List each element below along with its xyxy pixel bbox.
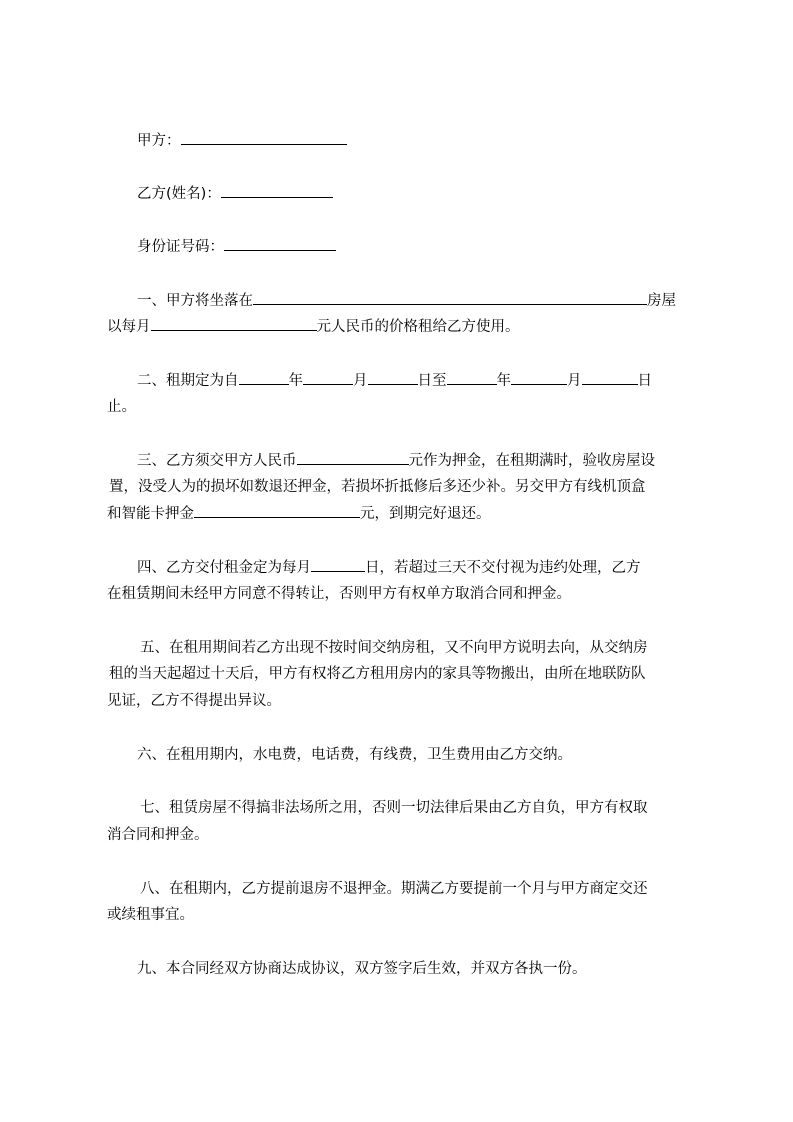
clause-1-line-1 xyxy=(137,290,701,312)
party-a-label: 甲方： xyxy=(137,133,181,149)
year-label: 年 xyxy=(288,373,303,389)
party-b-field xyxy=(137,183,701,205)
id-number-field xyxy=(137,236,701,258)
id-number-label: 身份证号码： xyxy=(137,239,224,255)
day-to-label: 日至 xyxy=(417,373,447,389)
clause-3-line-3 xyxy=(107,503,701,525)
clause-5-line-2 xyxy=(109,663,703,685)
clause-3-text: 三、乙方须交甲方人民币 xyxy=(137,453,297,469)
clause-7-line-1 xyxy=(140,797,704,819)
clause-2-line-1 xyxy=(137,370,701,392)
clause-5-text: 见证，乙方不得提出异议。 xyxy=(107,693,281,709)
clause-3-line-1 xyxy=(137,450,701,472)
clause-9-line-1 xyxy=(137,958,701,980)
clause-4-text: 四、乙方交付租金定为每月 xyxy=(137,560,311,576)
clause-5-text: 租的当天起超过十天后，甲方有权将乙方租用房内的家具等物搬出，由所在地联防队 xyxy=(109,666,646,682)
property-location-blank[interactable] xyxy=(253,290,647,305)
month-label: 月 xyxy=(353,373,368,389)
clause-2-text: 止。 xyxy=(107,399,136,415)
clause-8-line-1 xyxy=(140,878,704,900)
id-number-blank[interactable] xyxy=(224,236,336,251)
clause-7-line-2 xyxy=(107,824,701,846)
clause-3-text: 元作为押金，在租期满时，验收房屋设 xyxy=(408,453,655,469)
deposit-amount-blank[interactable] xyxy=(297,450,409,465)
clause-5-text: 五、在租用期间若乙方出现不按时间交纳房租，又不向甲方说明去向，从交纳房 xyxy=(140,640,648,656)
end-year-blank[interactable] xyxy=(447,370,497,385)
party-b-label: 乙方(姓名)： xyxy=(137,186,221,202)
year-label: 年 xyxy=(496,373,511,389)
clause-5-line-3 xyxy=(107,690,701,712)
end-day-blank[interactable] xyxy=(582,370,638,385)
clause-3-line-2 xyxy=(109,476,703,498)
clause-4-line-1 xyxy=(137,557,701,579)
start-year-blank[interactable] xyxy=(239,370,289,385)
clause-5-line-1 xyxy=(140,637,704,659)
end-month-blank[interactable] xyxy=(511,370,567,385)
clause-6-text: 六、在租用期内，水电费，电话费，有线费，卫生费用由乙方交纳。 xyxy=(137,747,572,763)
clause-3-text: 和智能卡押金 xyxy=(107,506,194,522)
start-day-blank[interactable] xyxy=(368,370,418,385)
day-label: 日 xyxy=(637,373,652,389)
clause-4-text: 日，若超过三天不交付视为违约处理，乙方 xyxy=(365,560,641,576)
clause-3-text: 置，没受人为的损坏如数退还押金，若损坏折抵修后多还少补。另交甲方有线机顶盒 xyxy=(109,479,646,495)
clause-1-text: 房屋 xyxy=(647,293,676,309)
clause-8-text: 或续租事宜。 xyxy=(107,907,194,923)
clause-1-line-2 xyxy=(107,316,701,338)
clause-3-text: 元，到期完好退还。 xyxy=(360,506,491,522)
party-a-blank[interactable] xyxy=(181,130,347,145)
clause-8-text: 八、在租期内，乙方提前退房不退押金。期满乙方要提前一个月与甲方商定交还 xyxy=(140,881,648,897)
clause-7-text: 消合同和押金。 xyxy=(107,827,209,843)
party-a-field xyxy=(137,130,701,152)
clause-8-line-2 xyxy=(107,904,701,926)
clause-1-text: 一、甲方将坐落在 xyxy=(137,293,253,309)
payment-day-blank[interactable] xyxy=(311,557,365,572)
clause-2-line-2 xyxy=(107,396,701,418)
monthly-rent-blank[interactable] xyxy=(151,316,317,331)
clause-2-text: 二、租期定为自 xyxy=(137,373,239,389)
clause-1-text: 以每月 xyxy=(107,319,151,335)
start-month-blank[interactable] xyxy=(303,370,353,385)
clause-4-line-2 xyxy=(107,583,701,605)
clause-7-text: 七、租赁房屋不得搞非法场所之用，否则一切法律后果由乙方自负，甲方有权取 xyxy=(140,800,648,816)
party-b-blank[interactable] xyxy=(221,183,333,198)
clause-4-text: 在租赁期间未经甲方同意不得转让，否则甲方有权单方取消合同和押金。 xyxy=(107,586,571,602)
clause-1-text: 元人民币的价格租给乙方使用。 xyxy=(316,319,520,335)
month-label: 月 xyxy=(567,373,582,389)
clause-6-line-1 xyxy=(137,744,701,766)
clause-9-text: 九、本合同经双方协商达成协议，双方签字后生效，并双方各执一份。 xyxy=(137,961,587,977)
settop-box-deposit-blank[interactable] xyxy=(194,503,360,518)
